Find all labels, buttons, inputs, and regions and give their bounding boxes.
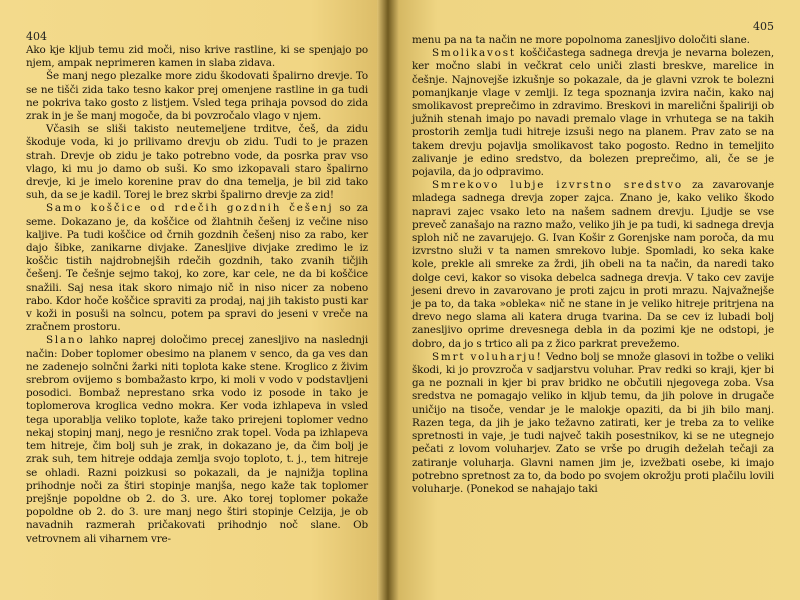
paragraph-heading: Smolikavost bbox=[432, 47, 516, 60]
paragraph bbox=[412, 179, 774, 351]
left-body bbox=[26, 44, 368, 546]
left-page bbox=[0, 0, 388, 600]
paragraph-text: Vedno bolj se množe glasovi in tožbe o veliki škodi, ki jo provzroča v sadjarstvu voluhar. Prav redki so kraji, kjer bi ga ne poznali in kjer bi prav bridko ne občutili njegovega zoba. Vsa sredstva ne pomagajo veliko in kljub temu, da jih polove in drugače uničijo na tisoče, vendar je le malokje opaziti, da bi jih bilo manj. Razen tega, da jih je jako težavno zatirati, ker je treba za to velike spretnosti in vaje, je tudi največ takih posestnikov, ki se ne utegnejo pečati z lovom voluharjev. Zato se vrše po drugih deželah tečaji za zatiranje voluharja. Glavni namen jim je, izvežbati osebe, ki imajo potrebno spretnost za to, da bodo po svojem okrožju proti plačilu lovili voluharje. (Ponekod se nahajajo taki bbox=[412, 350, 774, 495]
paragraph bbox=[26, 334, 368, 545]
paragraph-text: za zavarovanje mladega sadnega drevja zoper zajca. Znano je, kako veliko škodo napravi zajec vsako leto na našem sadnem drevju. Ljudje se vse preveč zanašajo na razno mažo, veliko jih je pa tudi, ki sadnega drevja sploh nič ne zavarujejo. G. Ivan Košir z Gorenjske nam poroča, da mu izvrstno služi v ta namen smrekovo lubje. Spomladi, ko seka kake kole, prekle ali smreke za žrdi, jih obeli na ta način, da naredi tako dolge cevi, kakor so visoka debelca sadnega drevja. V tako cev zavije jeseni drevo in zavarovano je proti zajcu in proti mrazu. Najvažnejše je pa to, da taka »obleka« nič ne stane in je veliko hitreje pritrjena na drevo nego slama ali katera druga tvarina. Da se cev iz lubadi bolj zanesljivo oprime drevesnega debla in da pozimi kje ne odstopi, je dobro, da jo s trtico ali pa z žico parkrat prevežemo. bbox=[412, 179, 774, 350]
paragraph-heading: Samo koščice od rdečih gozdnih češenj bbox=[46, 202, 334, 215]
page-number-left: 404 bbox=[26, 30, 47, 43]
paragraph bbox=[26, 202, 368, 334]
book-gutter bbox=[377, 0, 399, 600]
right-page bbox=[388, 0, 800, 600]
paragraph bbox=[412, 351, 774, 496]
paragraph-heading: Slano bbox=[46, 334, 85, 347]
paragraph-text: menu pa na ta način ne more popolnoma zanesljivo določiti slane. bbox=[412, 34, 750, 46]
page-number-right: 405 bbox=[753, 20, 774, 33]
paragraph-heading: Smrt voluharju! bbox=[432, 350, 543, 363]
paragraph-text: Še manj nego plezalke more zidu škodovati špalirno drevje. To se ne tišči zida tako tesno kakor prej omenjene rastline in ga tudi ne pokriva tako gosto z listjem. Vsled tega prihaja povsod do zida zrak in je še manj mogoče, da bi povzročalo vlago v njem. bbox=[26, 70, 368, 123]
paragraph-text: Včasih se sliši takisto neutemeljene trditve, češ, da zidu škoduje voda, ki jo prilivamo drevju ob zidu. Tudi to je prazen strah. Drevje ob zidu je tako potrebno vode, da posrka prav vso vlago, ki mu jo damo ob suši. Ko smo izkopavali staro špalirno drevje, ki je imelo korenine prav do dna temelja, je bil zid tako suh, da se je kadil. Torej le brez skrbi špalirno drevje za zid! bbox=[26, 123, 368, 202]
paragraph-text: Ako kje kljub temu zid moči, niso krive rastline, ki se spenjajo po njem, ampak neprimeren kamen in slaba zidava. bbox=[26, 44, 368, 70]
paragraph-text: lahko naprej določimo precej zanesljivo na naslednji način: Dober toplomer obesimo na planem v senco, da ga ves dan ne zadenejo solnčni žarki niti toplota kake stene. Kroglico z živim srebrom ovijemo s bombažasto krpo, ki moli v vodo v podstavljeni posodici. Bombaž neprestano srka vodo iz posode in tako je toplomerova kroglica vedno mokra. Ker voda izhlapeva in vsled tega uporablja veliko toplote, kaže tako prirejeni toplomer vedno nekaj stopinj manj, nego je resnično zrak topel. Voda pa izhlapeva tem hitreje, čim bolj suh je zrak, in dokazano je, da čim bolj je zrak suh, tem hitreje oddaja zemlja svojo toploto, t. j., tem hitreje se ohladi. Razni poizkusi so pokazali, da je najnižja toplina prihodnje noči za štiri stopinje manjša, nego kaže tak toplomer prejšnje popoldne ob 2. do 3. ure. Ako torej toplomer pokaže popoldne ob 2. do 3. ure manj nego štiri stopinje Celzija, je ob navadnih razmerah pričakovati prihodnjo noč slane. Ob vetrovnem ali viharnem vre- bbox=[26, 334, 368, 545]
paragraph-text: so za seme. Dokazano je, da koščice od žlahtnih češenj iz večine niso kaljive. Pa tudi koščice od črnih gozdnih češenj niso za rabo, ker dajo šibke, zanikarne divjake. Zanesljive divjake zredimo le iz koščic tistih najdrobnejših rdečih gozdnih, tako zvanih tičjih češenj. Te češnje sejmo takoj, ko zore, kar cele, ne da bi koščice snažili. Saj nesa itak skoro nimajo nič in niso nicer za nobeno rabo. Kdor hoče koščice spraviti za prodaj, naj jih takisto pusti kar v koži in posuši na solncu, potem pa spravi do jeseni v vreče na zračnem prostoru. bbox=[26, 202, 368, 334]
paragraph-heading: Smrekovo lubje izvrstno sredstvo bbox=[432, 179, 683, 192]
paragraph bbox=[412, 34, 774, 47]
paragraph bbox=[26, 123, 368, 202]
right-body bbox=[412, 34, 774, 496]
paragraph bbox=[26, 44, 368, 70]
paragraph bbox=[412, 47, 774, 179]
paragraph bbox=[26, 70, 368, 123]
paragraph-text: koščičastega sadnega drevja je nevarna bolezen, ker močno slabi in večkrat celo uniči zlasti breskve, marelice in češnje. Najnovejše izkušnje so pokazale, da je glavni vzrok te bolezni pomanjkanje vlage v zemlji. Iz tega spoznanja izvira način, kako naj smolikavost preprečimo in zdravimo. Breskovi in marelični špaliriji ob južnih stenah imajo po navadi premalo vlage in vrhutega se na takih prostorih zemlja tudi hitreje izsuši nego na planem. Prav zato se na takem drevju pojavlja smolikavost tako pogosto. Redno in temeljito zalivanje je edino sredstvo, da bolezen preprečimo, ali, če se je pojavila, da jo odpravimo. bbox=[412, 47, 774, 179]
